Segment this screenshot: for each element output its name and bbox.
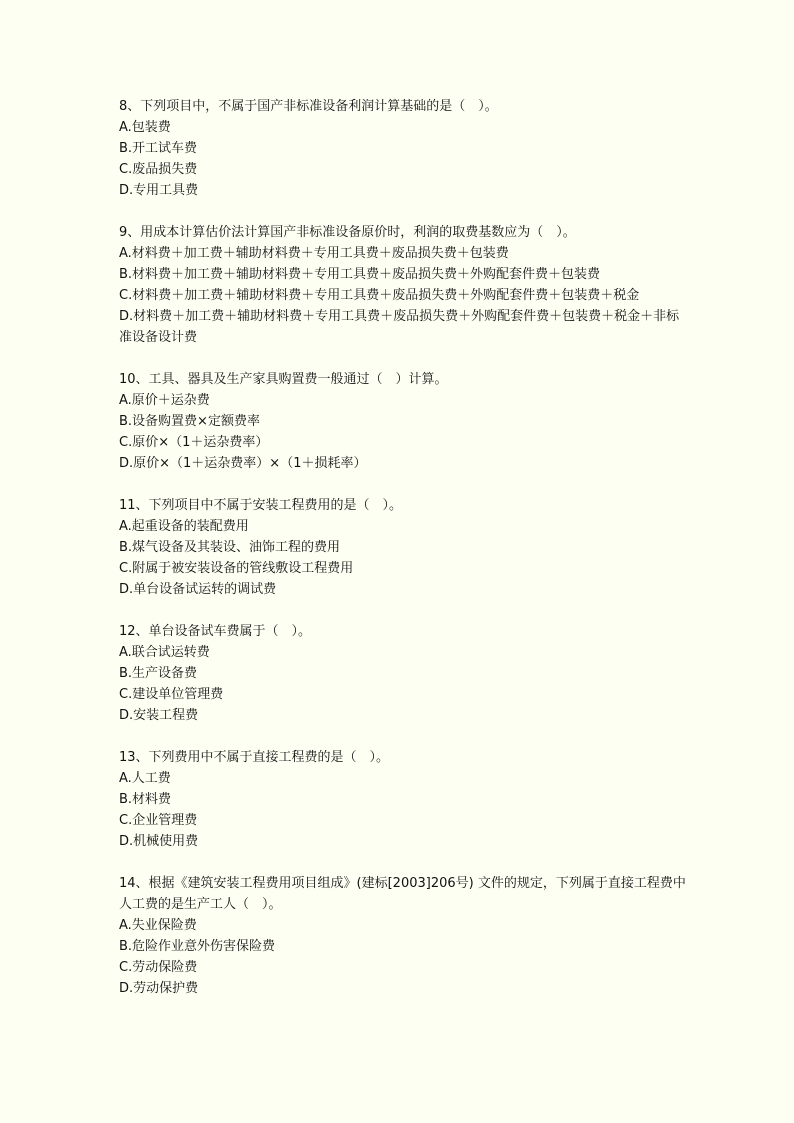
option-c: C.建设单位管理费 (119, 687, 224, 702)
question-8 (119, 96, 689, 201)
option-c: C.废品损失费 (119, 162, 198, 177)
option-b: B.生产设备费 (119, 666, 198, 681)
option-c: C.附属于被安装设备的管线敷设工程费用 (119, 561, 354, 576)
question-13 (119, 747, 689, 852)
option-b: B.危险作业意外伤害保险费 (119, 939, 276, 954)
option-a: A.人工费 (119, 771, 171, 786)
option-c: C.原价×（1＋运杂费率） (119, 435, 269, 450)
option-c: C.劳动保险费 (119, 960, 198, 975)
option-b: B.煤气设备及其装设、油饰工程的费用 (119, 540, 341, 555)
option-d: D.安装工程费 (119, 708, 199, 723)
option-c: C.企业管理费 (119, 813, 198, 828)
option-a: A.失业保险费 (119, 918, 197, 933)
question-stem: 9、用成本计算估价法计算国产非标准设备原价时，利润的取费基数应为（ ）。 (119, 225, 576, 240)
option-d: D.专用工具费 (119, 183, 199, 198)
option-a: A.联合试运转费 (119, 645, 210, 660)
question-stem: 14、根据《建筑安装工程费用项目组成》(建标[2003]206号) 文件的规定，下列属于直接工程费中人工费的是生产工人（ ）。 (119, 876, 686, 912)
question-stem: 11、下列项目中不属于安装工程费用的是（ ）。 (119, 498, 403, 513)
option-b: B.材料费 (119, 792, 172, 807)
option-b: B.材料费＋加工费＋辅助材料费＋专用工具费＋废品损失费＋外购配套件费＋包装费 (119, 267, 601, 282)
option-d: D.材料费＋加工费＋辅助材料费＋专用工具费＋废品损失费＋外购配套件费＋包装费＋税金＋非标准设备设计费 (119, 309, 680, 345)
question-10 (119, 369, 689, 474)
question-12 (119, 621, 689, 726)
question-14 (119, 873, 689, 999)
option-a: A.包装费 (119, 120, 171, 135)
question-stem: 8、下列项目中，不属于国产非标准设备利润计算基础的是（ ）。 (119, 99, 498, 114)
option-d: D.机械使用费 (119, 834, 199, 849)
option-c: C.材料费＋加工费＋辅助材料费＋专用工具费＋废品损失费＋外购配套件费＋包装费＋税金 (119, 288, 640, 303)
option-a: A.起重设备的装配费用 (119, 519, 249, 534)
question-stem: 10、工具、器具及生产家具购置费一般通过（ ）计算。 (119, 372, 448, 387)
option-a: A.材料费＋加工费＋辅助材料费＋专用工具费＋废品损失费＋包装费 (119, 246, 509, 261)
question-9 (119, 222, 689, 348)
option-d: D.劳动保护费 (119, 981, 199, 996)
question-stem: 12、单台设备试车费属于（ ）。 (119, 624, 312, 639)
question-11 (119, 495, 689, 600)
option-d: D.单台设备试运转的调试费 (119, 582, 277, 597)
option-b: B.设备购置费×定额费率 (119, 414, 260, 429)
document-page (119, 96, 689, 1020)
option-b: B.开工试车费 (119, 141, 198, 156)
question-stem: 13、下列费用中不属于直接工程费的是（ ）。 (119, 750, 390, 765)
option-d: D.原价×（1＋运杂费率）×（1＋损耗率） (119, 456, 367, 471)
option-a: A.原价＋运杂费 (119, 393, 210, 408)
